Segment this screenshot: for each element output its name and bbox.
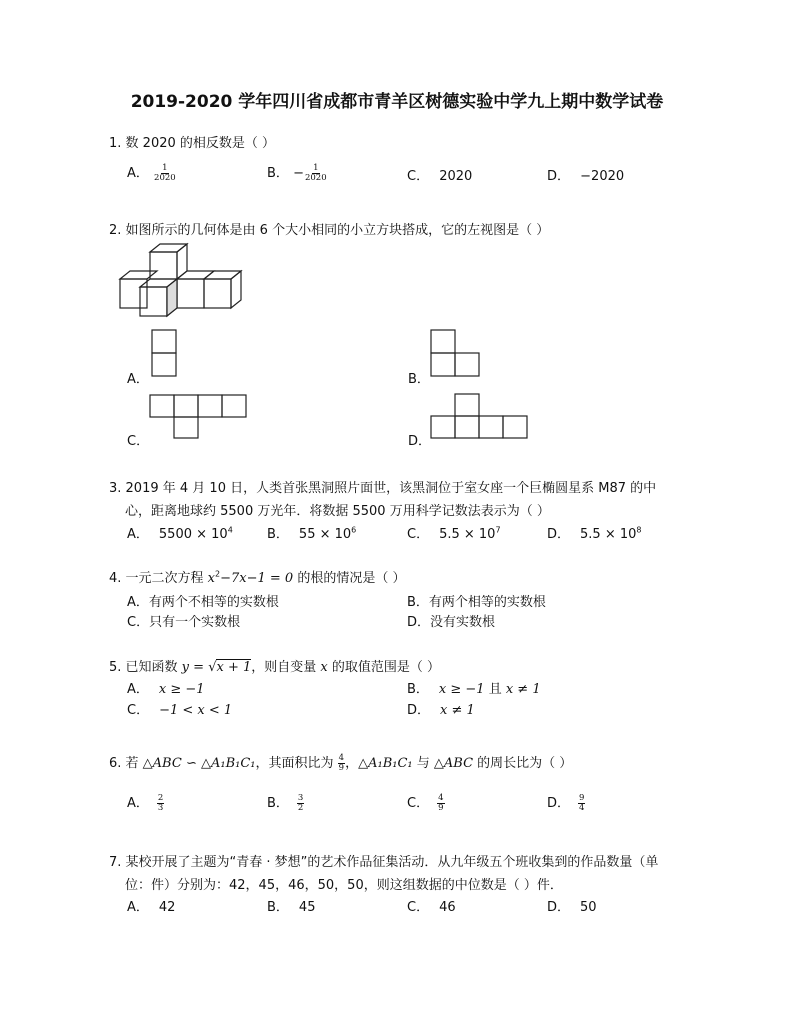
q5-option-a[interactable]: A． x ≥ −1 <box>127 682 205 697</box>
q7-option-d[interactable]: D． 50 <box>547 900 597 915</box>
q2-option-b[interactable]: B． <box>408 372 430 387</box>
q1-stem: 1. 数 2020 的相反数是（ ） <box>109 136 276 151</box>
q4-option-c[interactable]: C．只有一个实数根 <box>127 615 241 630</box>
fraction: $\frac{4}{9}$ <box>338 753 345 773</box>
q6-option-a[interactable]: A． $\frac{2}{3}$ <box>127 793 164 813</box>
q4-stem: 4. 一元二次方程 $x^2-7x-1 = 0$ 的根的情况是（ ） <box>109 569 406 586</box>
option-label: A． <box>127 166 149 181</box>
q2-option-c[interactable]: C． <box>127 434 150 449</box>
q3-stem-line1: 3. 2019 年 4 月 10 日，人类首张黑洞照片面世，该黑洞位于室女座一个巨椭圆星系 M87 的中 <box>109 481 657 496</box>
q1-option-a[interactable] <box>127 162 177 183</box>
fraction: $\frac{1}{2020}$ <box>304 163 327 183</box>
q5-option-c[interactable]: C． −1 < x < 1 <box>127 703 233 718</box>
q2-option-b-figure[interactable] <box>430 329 482 379</box>
q2-option-a[interactable]: A． <box>127 372 149 387</box>
q4-option-a[interactable]: A．有两个不相等的实数根 <box>127 595 279 610</box>
option-label: D． <box>547 169 571 184</box>
radical-sign: √ <box>208 660 217 675</box>
q4-option-d[interactable]: D．没有实数根 <box>407 615 496 630</box>
q6-option-b[interactable]: B． $\frac{3}{2}$ <box>267 793 304 813</box>
q7-option-b[interactable]: B． 45 <box>267 900 316 915</box>
q7-stem-line2: 位：件）分别为：42，45，46，50，50，则这组数据的中位数是（ ）件． <box>125 878 563 893</box>
q7-option-c[interactable]: C． 46 <box>407 900 456 915</box>
q6-option-c[interactable]: C． $\frac{4}{9}$ <box>407 793 444 813</box>
q1-option-b[interactable]: B． − $\frac{1}{2020}$ <box>267 163 327 183</box>
q6-stem: 6. 若 △ABC ∽ △A₁B₁C₁，其面积比为 $\frac{4}{9}$ ，△A₁B₁C₁ 与 △ABC 的周长比为（ ） <box>109 753 573 773</box>
q2-option-a-figure[interactable] <box>151 329 179 379</box>
q3-option-c[interactable]: C． $5.5 \times 10^7$ <box>407 525 501 542</box>
option-label: B． <box>267 166 289 181</box>
q3-option-d[interactable]: D． $5.5 \times 10^8$ <box>547 525 642 542</box>
q3-stem-line2: 心，距离地球约 5500 万光年．将数据 5500 万用科学记数法表示为（ ） <box>125 504 550 519</box>
q1-option-c[interactable]: C． 2020 <box>407 169 473 184</box>
option-label: C． <box>407 169 430 184</box>
q3-option-a[interactable]: A． $5500 \times 10^4$ <box>127 525 233 542</box>
q4-option-b[interactable]: B．有两个相等的实数根 <box>407 595 546 610</box>
q2-option-d[interactable]: D． <box>408 434 432 449</box>
q7-stem-line1: 7. 某校开展了主题为“青春 · 梦想”的艺术作品征集活动．从九年级五个班收集到的作品数量（单 <box>109 855 659 870</box>
q7-option-a[interactable]: A． 42 <box>127 900 176 915</box>
q5-option-b[interactable]: B． x ≥ −1 且 x ≠ 1 <box>407 682 541 697</box>
q2-option-d-figure[interactable] <box>430 393 528 441</box>
q2-option-c-figure[interactable] <box>149 394 247 440</box>
q5-stem: 5. 已知函数 y = √x + 1，则自变量 x 的取值范围是（ ） <box>109 660 440 675</box>
fraction: $\frac{1}{2020}$ <box>154 163 176 183</box>
q6-option-d[interactable]: D． $\frac{9}{4}$ <box>547 793 585 813</box>
page-title: 2019-2020 学年四川省成都市青羊区树德实验中学九上期中数学试卷 <box>130 92 664 112</box>
q3-option-b[interactable]: B． $55 \times 10^6$ <box>267 525 357 542</box>
q1-option-d[interactable]: D． −2020 <box>547 169 625 184</box>
q2-stem: 2. 如图所示的几何体是由 6 个大小相同的小立方块搭成，它的左视图是（ ） <box>109 223 550 238</box>
cube-solid-figure <box>118 244 248 324</box>
q5-option-d[interactable]: D． x ≠ 1 <box>407 703 475 718</box>
